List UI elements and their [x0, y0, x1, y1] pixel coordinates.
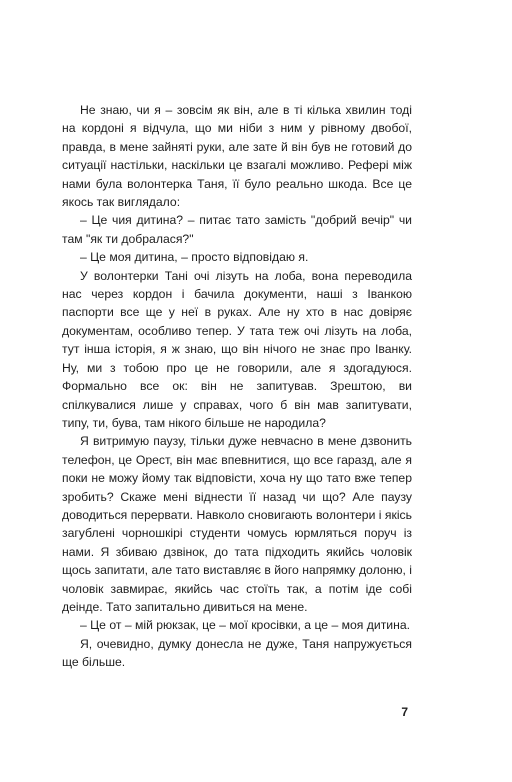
paragraph: – Це чия дитина? – питає тато замість "добрий вечір" чи там "як ти добралася?"	[62, 213, 412, 246]
paragraph: Не знаю, чи я – зовсім як він, але в ті кілька хвилин тоді на кордоні я відчула, що ми ніби з ним у рівному двобої, правда, в мене зайняті руки, але зате й він був не готовий до ситуації настільки, наскільки це взагалі можливо. Рефері між нами була волонтерка Таня, її було реально шкода. Все це якось так виглядало:	[62, 103, 412, 210]
paragraph: Я, очевидно, думку донесла не дуже, Таня напружується ще більше.	[62, 636, 412, 670]
page-number: 7	[401, 705, 408, 719]
page-body-text	[62, 101, 412, 672]
paragraph: – Це от – мій рюкзак, це – мої кросівки, а це – моя дитина.	[80, 618, 410, 633]
paragraph: – Це моя дитина, – просто відповідаю я.	[80, 250, 309, 265]
paragraph: Я витримую паузу, тільки дуже невчасно в мене дзвонить телефон, це Орест, він має впевнитися, що все гаразд, але я поки не можу йому так відповісти, хоча ну що тато вже тепер зробить? Скаже мені віднести її назад чи що? Але паузу доводиться перервати. Навколо сновигають волонтери і якісь загублені чорношкірі студенти чомусь юрмляться поруч із нами. Я збиваю дзвінок, до тата підходить якийсь чоловік щось запитати, але тато виставляє в його напрямку долоню, і чоловік завмирає, якийсь час стоїть так, а потім іде собі деінде. Тато запитально дивиться на мене.	[62, 434, 412, 614]
paragraph: У волонтерки Тані очі лізуть на лоба, вона переводила нас через кордон і бачила документи, наші з Іванкою паспорти все ще у неї в руках. Але ну хто в нас довіряє документам, особливо тепер. У тата теж очі лізуть на лоба, тут інша історія, я ж знаю, що він нічого не знає про Іванку. Ну, ми з тобою про це не говорили, але я здогадуюся. Формально все ок: він не запитував. Зрештою, ви спілкувалися лише у справах, чого б він мав запитувати, типу, ти, бува, там нікого більше не народила?	[62, 268, 412, 430]
